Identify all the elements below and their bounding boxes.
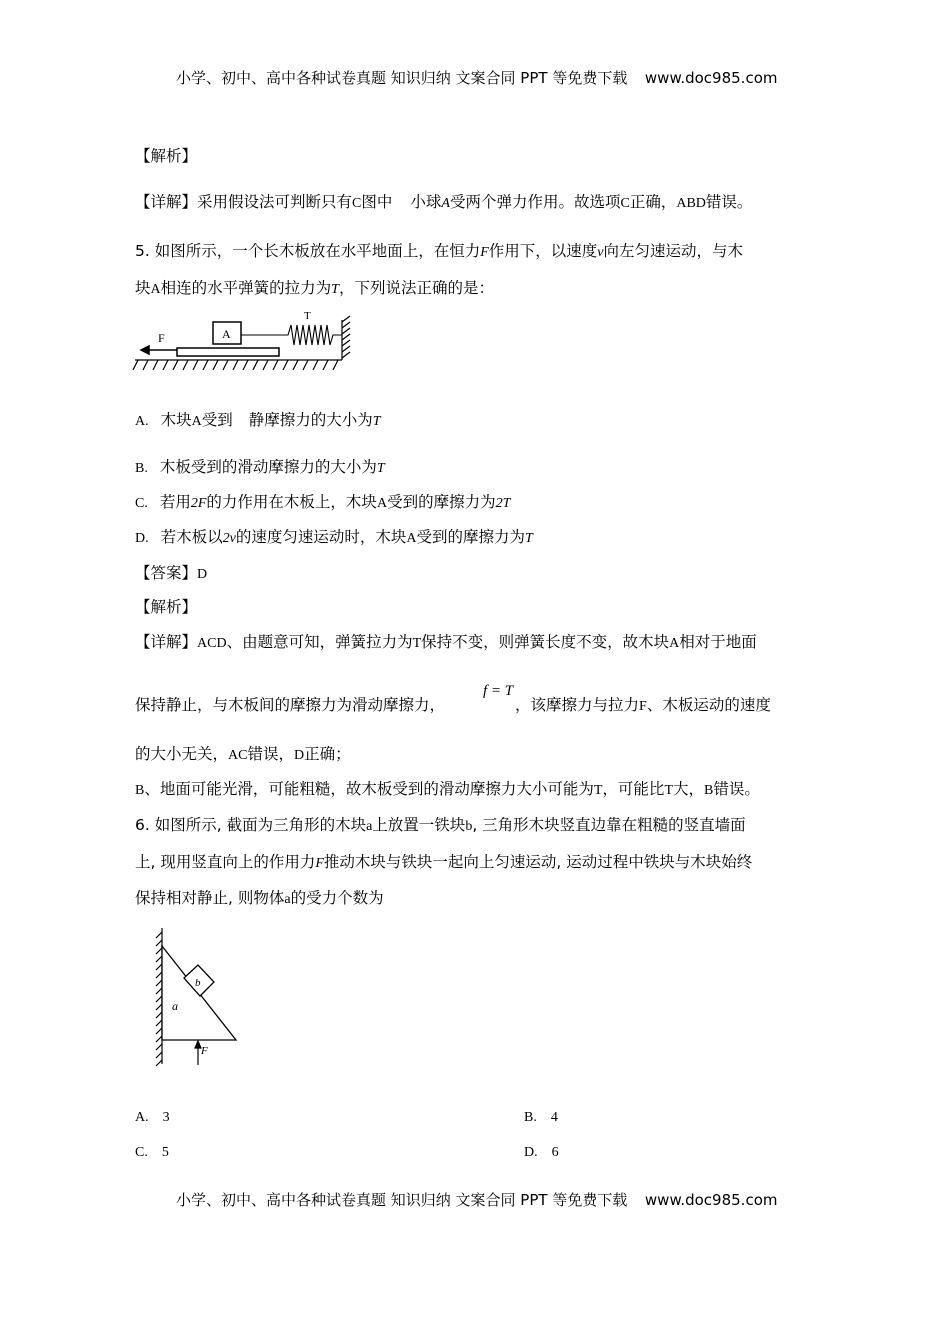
q6-option-c [135, 1142, 169, 1164]
detail-text: 、由题意可知，弹簧拉力为 [226, 633, 413, 651]
q5-stem-text: ，下列说法正确的是： [338, 279, 494, 297]
option-var: T [376, 461, 385, 476]
q4-analysis-label: 【解析】 [135, 147, 198, 165]
q5-stem-var: v [597, 245, 604, 260]
option-value: 3 [162, 1110, 170, 1125]
option-var: T [525, 531, 533, 546]
q4-detail-text: 图中 [361, 193, 393, 211]
option-letter: D. [135, 531, 149, 546]
option-value: 4 [550, 1110, 558, 1125]
q6-option-b [524, 1107, 558, 1129]
detail-var: D [293, 748, 305, 763]
q4-detail-text: 采用假设法可判断只有 [197, 193, 353, 211]
detail-var: A [669, 636, 680, 651]
q6-stem-text: 保持相对静止, 则物体 [135, 889, 285, 907]
q6-stem-text: , 三角形木块竖直边靠在粗糙的竖直墙面 [472, 816, 746, 834]
q5-stem-var: A [150, 282, 161, 297]
q4-detail-text: 小球 [410, 193, 442, 211]
q4-detail-var: C [352, 196, 362, 211]
detail-text: 的大小无关， [135, 745, 229, 763]
q4-detail-text: 正确， [629, 193, 677, 211]
option-letter: B. [524, 1110, 537, 1125]
q6-stem-var: F [315, 856, 324, 871]
detail-text: ，可能比 [602, 780, 665, 798]
q5-figure [130, 308, 360, 378]
option-var: 2F [190, 496, 207, 511]
q5-answer [135, 562, 207, 586]
q6-stem-line2 [135, 851, 752, 875]
q4-detail-label: 【详解】 [135, 193, 198, 211]
option-text: 若木板以 [160, 528, 223, 546]
q6-stem-text: 的受力个数为 [290, 889, 384, 907]
option-text: 受到的摩擦力为 [416, 528, 526, 546]
detail-text: ，该摩擦力与拉力 [515, 696, 640, 714]
detail-text: 错误。 [713, 780, 760, 798]
footer-url: www.doc985.com [644, 1191, 778, 1209]
option-letter: B. [135, 461, 148, 476]
detail-var: AC [228, 748, 248, 763]
q5-detail-line4 [135, 778, 760, 802]
q5-option-a [135, 409, 381, 433]
option-value: 6 [551, 1145, 559, 1160]
detail-text: 保持不变，则弹簧长度不变，故木块 [421, 633, 670, 651]
q5-stem-text: 作用下，以速度 [488, 242, 598, 260]
option-letter: A. [135, 1110, 149, 1125]
q6-stem-text: 上, 现用竖直向上的作用力 [135, 853, 316, 871]
q6-stem-var: a [284, 892, 291, 907]
q6-stem-text: 6. 如图所示, 截面为三角形的木块 [135, 816, 367, 834]
detail-text: 保持静止，与木板间的摩擦力为滑动摩擦力， [135, 696, 446, 714]
q6-figure [148, 924, 243, 1069]
detail-var: T [412, 636, 422, 651]
q5-force-label: F [158, 331, 165, 345]
detail-text: 正确； [304, 745, 351, 763]
detail-var: F [639, 699, 647, 714]
detail-text: 大， [673, 780, 705, 798]
option-letter: C. [135, 1145, 148, 1160]
detail-var: ACD [197, 636, 227, 651]
q6-stem-line3 [135, 887, 384, 911]
q6-stem-line1 [135, 814, 746, 838]
q4-detail-var: ABD [676, 196, 706, 211]
q5-stem-var: F [480, 245, 489, 260]
option-var: A [191, 414, 202, 429]
q5-stem-line1 [135, 240, 743, 264]
q5-stem-var: T [331, 282, 339, 297]
q5-board [177, 348, 279, 356]
page-footer [176, 1189, 777, 1211]
option-text: 木板受到的滑动摩擦力的大小为 [159, 458, 377, 476]
detail-text: 、地面可能光滑，可能粗糙，故木板受到的滑动摩擦力大小可能为 [144, 780, 594, 798]
q5-ground [133, 360, 342, 370]
q5-wall [342, 316, 350, 360]
q5-answer-value: D [197, 567, 208, 582]
detail-var: T [593, 783, 603, 798]
option-value: 5 [161, 1145, 169, 1160]
q5-analysis-label: 【解析】 [135, 598, 198, 616]
q6-option-a [135, 1107, 170, 1129]
q5-detail-line3 [135, 743, 351, 767]
q6-wall [156, 928, 162, 1066]
option-text: 的速度匀速运动时，木块 [235, 528, 407, 546]
q5-answer-label: 【答案】 [135, 564, 198, 582]
q5-detail-label: 【详解】 [135, 633, 198, 651]
q5-option-b [135, 456, 385, 480]
option-letter: D. [524, 1145, 538, 1160]
detail-text: 、木板运动的速度 [646, 696, 771, 714]
option-text: 的力作用在木板上，木块 [206, 493, 377, 511]
q5-option-c [135, 491, 510, 515]
q6-block-b-label: b [195, 977, 201, 989]
option-text: 受到 [201, 411, 233, 429]
q4-detail-text: 错误。 [705, 193, 753, 211]
detail-var: T [664, 783, 673, 798]
q6-stem-var: b [465, 819, 473, 834]
header-text: 小学、初中、高中各种试卷真题 知识归纳 文案合同 PPT 等免费下载 [176, 69, 628, 87]
header-url: www.doc985.com [644, 69, 778, 87]
q5-stem-text: 5. 如图所示，一个长木板放在水平地面上，在恒力 [135, 242, 481, 260]
q4-detail-var: A [441, 196, 450, 211]
q6-force-label: F [201, 1045, 208, 1057]
option-var: A [406, 531, 417, 546]
q6-option-d [524, 1142, 559, 1164]
option-letter: C. [135, 496, 148, 511]
option-var: T [372, 414, 381, 429]
q6-triangle-a-label: a [172, 999, 178, 1013]
q5-detail-line1 [135, 631, 757, 655]
q4-detail-var: C [620, 196, 630, 211]
q5-spring-label: T [304, 310, 311, 322]
option-text: 木块 [160, 411, 192, 429]
q5-formula: f = T [483, 683, 514, 699]
q5-stem-text: 相连的水平弹簧的拉力为 [160, 279, 332, 297]
q5-detail-line2 [135, 694, 771, 718]
option-text: 受到的摩擦力为 [387, 493, 496, 511]
option-text: 静摩擦力的大小为 [248, 411, 373, 429]
q6-stem-text: 推动木块与铁块一起向上匀速运动, 运动过程中铁块与木块始终 [323, 853, 753, 871]
option-text: 若用 [159, 493, 191, 511]
detail-text: 相对于地面 [679, 633, 757, 651]
option-var: 2v [222, 531, 236, 546]
detail-text: 错误， [247, 745, 294, 763]
q6-stem-var: a [366, 819, 373, 834]
q5-stem-line2 [135, 277, 494, 301]
detail-var: B [135, 783, 145, 798]
option-var: A [376, 496, 388, 511]
page-header [176, 67, 777, 89]
q4-detail [135, 191, 752, 215]
option-var: 2T [495, 496, 511, 511]
q5-force-arrow [141, 346, 177, 354]
q5-option-d [135, 526, 533, 550]
q6-stem-text: 上放置一铁块 [372, 816, 466, 834]
detail-var: B [704, 783, 714, 798]
q5-stem-text: 块 [135, 279, 151, 297]
option-letter: A. [135, 414, 149, 429]
q5-block-a-label: A [222, 327, 231, 341]
q5-stem-text: 向左匀速运动，与木 [603, 242, 744, 260]
footer-text: 小学、初中、高中各种试卷真题 知识归纳 文案合同 PPT 等免费下载 [176, 1191, 628, 1209]
q5-spring [241, 325, 342, 345]
q4-detail-text: 受两个弹力作用。故选项 [449, 193, 621, 211]
